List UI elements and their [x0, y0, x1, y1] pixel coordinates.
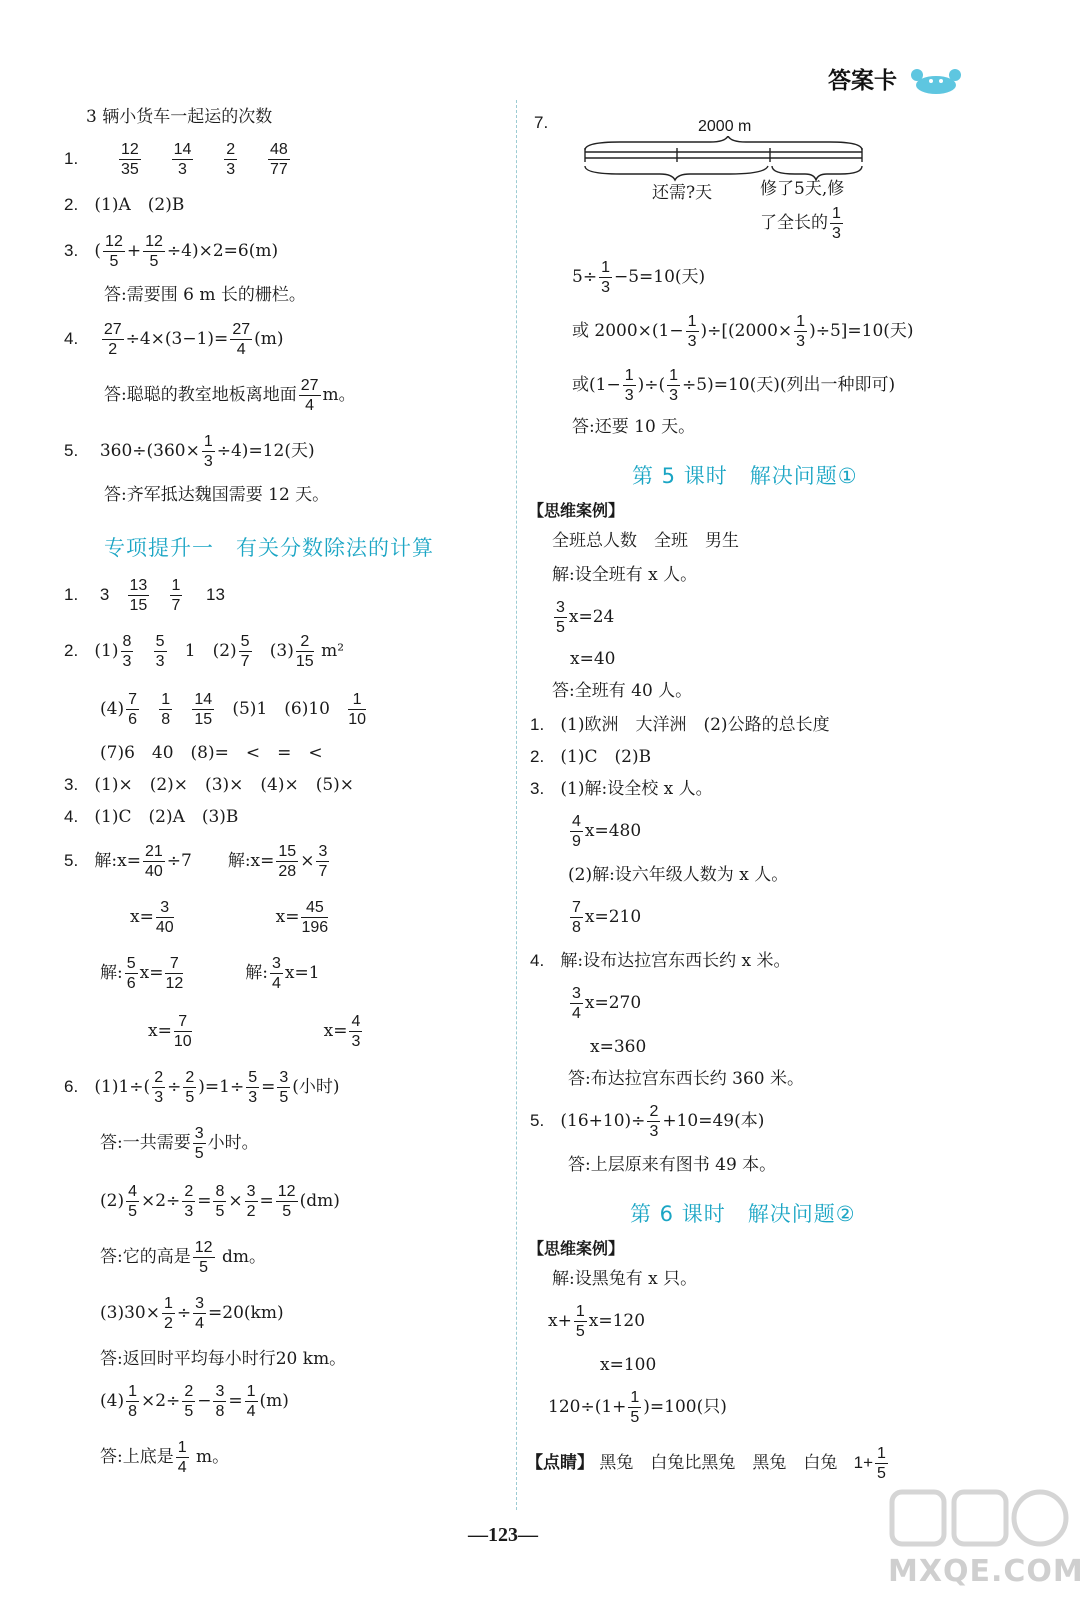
crab-icon	[905, 67, 967, 97]
right-answer-2: 2. (1)C (2)B	[530, 747, 652, 767]
answer-2: 2. (1)A (2)B	[64, 195, 185, 215]
fraction: $\frac{14}{3}$	[173, 141, 192, 178]
right-answer-5-text: 答:上层原来有图书 49 本。	[568, 1155, 777, 1175]
fraction: $\frac{1}{4}$	[246, 1383, 256, 1420]
fraction: $\frac{2}{3}$	[649, 1103, 659, 1140]
special-answer-1: 1. 3 $\frac{13}{15}$ $\frac{1}{7}$ 13	[64, 577, 225, 614]
special-answer-6-3: (3)30× $\frac{1}{2}$ ÷ $\frac{3}{4}$ =20(km)	[100, 1295, 284, 1332]
fraction: $\frac{27}{2}$	[103, 321, 122, 358]
fraction: $\frac{3}{5}$	[194, 1125, 204, 1162]
fraction: $\frac{1}{3}$	[601, 259, 610, 296]
fraction: $\frac{3}{4}$	[572, 985, 581, 1022]
special-answer-5d: x= $\frac{7}{10}$ x= $\frac{4}{3}$	[148, 1013, 361, 1050]
fraction: $\frac{3}{2}$	[246, 1183, 256, 1220]
right-line-5: 全班总人数 全班 男生	[552, 531, 739, 551]
fraction: $\frac{2}{5}$	[185, 1069, 195, 1106]
special-answer-6-4: (4) $\frac{1}{8}$ ×2÷ $\frac{2}{5}$ − $\frac{3}{8}$ = $\frac{1}{4}$ (m)	[100, 1383, 289, 1420]
right-answer-5: 5. (16+10)÷ $\frac{2}{3}$ +10=49(本)	[530, 1103, 765, 1140]
right-q7-number: 7.	[534, 113, 549, 132]
right-answer-7: 答:还要 10 天。	[572, 417, 696, 437]
diagram-right-label-1: 修了5天,修	[760, 179, 845, 199]
diagram-right-label-2: 了全长的 $\frac{1}{3}$	[760, 205, 841, 242]
answer-5: 5. 360÷(360× $\frac{1}{3}$ ÷4)=12(天)	[64, 433, 315, 470]
fraction: $\frac{1}{7}$	[171, 577, 181, 614]
fraction: $\frac{21}{40}$	[144, 843, 163, 880]
fraction: $\frac{12}{5}$	[105, 233, 123, 270]
answer-3: 3. ( $\frac{12}{5}$ + $\frac{12}{5}$ ÷4)×2=6(m)	[64, 233, 279, 270]
right-line-25: 120÷(1+ $\frac{1}{5}$ )=100(只)	[548, 1389, 727, 1426]
fraction: $\frac{12}{5}$	[194, 1239, 213, 1276]
fraction: $\frac{7}{8}$	[572, 899, 581, 936]
diagram-total-label: 2000 m	[698, 118, 752, 135]
right-answer-1: 1. (1)欧洲 大洋洲 (2)公路的总长度	[530, 715, 830, 735]
fraction: $\frac{5}{6}$	[126, 955, 136, 992]
special-answer-4: 4. (1)C (2)A (3)B	[64, 807, 239, 827]
fraction: $\frac{5}{7}$	[240, 633, 250, 670]
fraction: $\frac{2}{3}$	[226, 141, 236, 178]
right-line-6: 解:设全班有 x 人。	[552, 565, 698, 585]
section-heading-lesson-6: 第 6 课时 解决问题②	[630, 1202, 856, 1226]
special-answer-3: 3. (1)× (2)× (3)× (4)× (5)×	[64, 775, 355, 795]
right-eq-2: 或 2000×(1− $\frac{1}{3}$ )÷[(2000× $\frac{1}{3}$ )÷5]=10(天)	[572, 313, 914, 350]
fraction: $\frac{1}{5}$	[630, 1389, 640, 1426]
key-point-line: 【点睛】 黑兔 白兔比黑兔 黑兔 白兔 1+ $\frac{1}{5}$	[526, 1445, 886, 1482]
fraction: $\frac{1}{3}$	[796, 313, 806, 350]
fraction: $\frac{48}{77}$	[269, 141, 288, 178]
right-line-23: x+ $\frac{1}{5}$ x=120	[548, 1303, 646, 1340]
answer-3-text: 答:需要围 6 m 长的栅栏。	[104, 285, 306, 305]
fraction: $\frac{2}{3}$	[184, 1183, 194, 1220]
right-line-22: 解:设黑兔有 x 只。	[552, 1269, 698, 1289]
special-answer-6: 6. (1)1÷( $\frac{2}{3}$ ÷ $\frac{2}{5}$ )=1÷ $\frac{5}{3}$ = $\frac{3}{5}$ (小时)	[64, 1069, 340, 1106]
right-line-8: x=40	[570, 649, 616, 669]
fraction: $\frac{7}{10}$	[173, 1013, 192, 1050]
fraction: $\frac{1}{5}$	[575, 1303, 585, 1340]
fraction: $\frac{1}{10}$	[348, 691, 366, 728]
special-answer-2: 2. (1) $\frac{8}{3}$ $\frac{5}{3}$ 1 (2) $\frac{5}{7}$ (3) $\frac{2}{15}$ m²	[64, 633, 345, 670]
fraction: $\frac{13}{15}$	[129, 577, 148, 614]
special-answer-6-text4: 答:上底是 $\frac{1}{4}$ m。	[100, 1439, 230, 1476]
right-answer-3-eq1: $\frac{4}{9}$ x=480	[572, 813, 642, 850]
left-line-1: 3 辆小货车一起运的次数	[86, 107, 273, 127]
answer-4-text: 答:聪聪的教室地板离地面 $\frac{27}{4}$ m。	[104, 377, 356, 414]
right-answer-3: 3. (1)解:设全校 x 人。	[530, 779, 713, 799]
answer-card-label: 答案卡	[828, 68, 897, 94]
diagram-left-label: 还需?天	[652, 183, 713, 203]
key-point-tag: 【点睛】	[526, 1453, 594, 1473]
fraction: $\frac{2}{15}$	[295, 633, 314, 670]
segment-diagram	[580, 116, 870, 246]
fraction: $\frac{1}{3}$	[687, 313, 697, 350]
fraction: $\frac{14}{15}$	[194, 691, 213, 728]
fraction: $\frac{2}{3}$	[154, 1069, 164, 1106]
answer-card-title	[828, 62, 967, 97]
fraction: $\frac{2}{5}$	[184, 1383, 194, 1420]
thinking-case-tag-1: 【思维案例】	[528, 501, 625, 520]
right-line-7: $\frac{3}{5}$ x=24	[556, 599, 615, 636]
right-answer-3-eq2: $\frac{7}{8}$ x=210	[572, 899, 642, 936]
section-heading-special: 专项提升一 有关分数除法的计算	[104, 536, 434, 560]
fraction: $\frac{7}{12}$	[165, 955, 184, 992]
fraction: $\frac{27}{4}$	[232, 321, 251, 358]
fraction: $\frac{1}{2}$	[163, 1295, 173, 1332]
fraction: $\frac{3}{7}$	[318, 843, 328, 880]
special-answer-6-text3: 答:返回时平均每小时行20 km。	[100, 1349, 347, 1369]
special-answer-6-text2: 答:它的高是 $\frac{12}{5}$ dm。	[100, 1239, 266, 1276]
fraction: $\frac{3}{4}$	[272, 955, 281, 992]
special-answer-5b: x= $\frac{3}{40}$ x= $\frac{45}{196}$	[130, 899, 329, 936]
answer-4: 4. $\frac{27}{2}$ ÷4×(3−1)= $\frac{27}{4}$ (m)	[64, 321, 284, 358]
watermark-text: MXQE.COM	[888, 1554, 1084, 1589]
fraction: $\frac{12}{5}$	[277, 1183, 296, 1220]
fraction: $\frac{1}{3}$	[203, 433, 213, 470]
fraction: $\frac{1}{8}$	[161, 691, 171, 728]
column-divider	[516, 100, 517, 1510]
answer-5-text: 答:齐军抵达魏国需要 12 天。	[104, 485, 330, 505]
fraction: $\frac{8}{5}$	[215, 1183, 225, 1220]
right-answer-4-eq: $\frac{3}{4}$ x=270	[572, 985, 642, 1022]
thinking-case-tag-2: 【思维案例】	[528, 1239, 625, 1258]
fraction: $\frac{3}{5}$	[556, 599, 565, 636]
right-eq-3: 或(1− $\frac{1}{3}$ )÷( $\frac{1}{3}$ ÷5)=10(天)(列出一种即可)	[572, 367, 896, 404]
special-answer-6-2: (2) $\frac{4}{5}$ ×2÷ $\frac{2}{3}$ = $\frac{8}{5}$ × $\frac{3}{2}$ = $\frac{12}{5}$ (dm)	[100, 1183, 340, 1220]
fraction: $\frac{4}{9}$	[572, 813, 581, 850]
fraction: $\frac{5}{3}$	[155, 633, 165, 670]
special-answer-5: 5. 解:x= $\frac{21}{40}$ ÷7 解:x= $\frac{15}{28}$ × $\frac{3}{7}$	[64, 843, 328, 880]
fraction: $\frac{8}{3}$	[122, 633, 132, 670]
fraction: $\frac{12}{5}$	[145, 233, 163, 270]
right-answer-4-x: x=360	[590, 1037, 647, 1057]
right-answer-4: 4. 解:设布达拉宫东西长约 x 米。	[530, 951, 791, 971]
special-answer-2c: (7)6 40 (8)= < = <	[100, 743, 323, 763]
fraction: $\frac{1}{5}$	[877, 1445, 886, 1482]
fraction: $\frac{1}{3}$	[669, 367, 679, 404]
right-eq-1: 5÷ $\frac{1}{3}$ −5=10(天)	[572, 259, 706, 296]
right-line-24: x=100	[600, 1355, 657, 1375]
fraction: $\frac{3}{40}$	[155, 899, 174, 936]
right-answer-4-text: 答:布达拉宫东西长约 360 米。	[568, 1069, 804, 1089]
fraction: $\frac{1}{3}$	[624, 367, 634, 404]
fraction: $\frac{1}{4}$	[177, 1439, 187, 1476]
special-answer-5c: 解: $\frac{5}{6}$ x= $\frac{7}{12}$ 解: $\frac{3}{4}$ x=1	[100, 955, 320, 992]
fraction: $\frac{1}{3}$	[832, 205, 841, 242]
fraction: $\frac{5}{3}$	[248, 1069, 258, 1106]
fraction: $\frac{7}{6}$	[128, 691, 137, 728]
answer-1: 1. $\frac{12}{35}$ $\frac{14}{3}$ $\frac{2}{3}$ $\frac{48}{77}$	[64, 141, 288, 178]
special-answer-6-text1: 答:一共需要 $\frac{3}{5}$ 小时。	[100, 1125, 259, 1162]
fraction: $\frac{1}{8}$	[128, 1383, 137, 1420]
right-line-9: 答:全班有 40 人。	[552, 681, 693, 701]
fraction: $\frac{3}{5}$	[279, 1069, 289, 1106]
page-number: —123—	[468, 1524, 538, 1546]
fraction: $\frac{27}{4}$	[300, 377, 319, 414]
fraction: $\frac{4}{5}$	[128, 1183, 137, 1220]
fraction: $\frac{45}{196}$	[301, 899, 329, 936]
right-answer-3-line2: (2)解:设六年级人数为 x 人。	[568, 865, 789, 885]
section-heading-lesson-5: 第 5 课时 解决问题①	[632, 464, 858, 488]
fraction: $\frac{3}{4}$	[195, 1295, 205, 1332]
fraction: $\frac{15}{28}$	[278, 843, 297, 880]
watermark	[888, 1484, 1084, 1589]
fraction: $\frac{4}{3}$	[351, 1013, 361, 1050]
fraction: $\frac{12}{35}$	[121, 141, 139, 178]
fraction: $\frac{3}{8}$	[215, 1383, 225, 1420]
watermark-logo-icon	[888, 1484, 1073, 1554]
special-answer-2b: (4) $\frac{7}{6}$ $\frac{1}{8}$ $\frac{14}{15}$ (5)1 (6)10 $\frac{1}{10}$	[100, 691, 366, 728]
